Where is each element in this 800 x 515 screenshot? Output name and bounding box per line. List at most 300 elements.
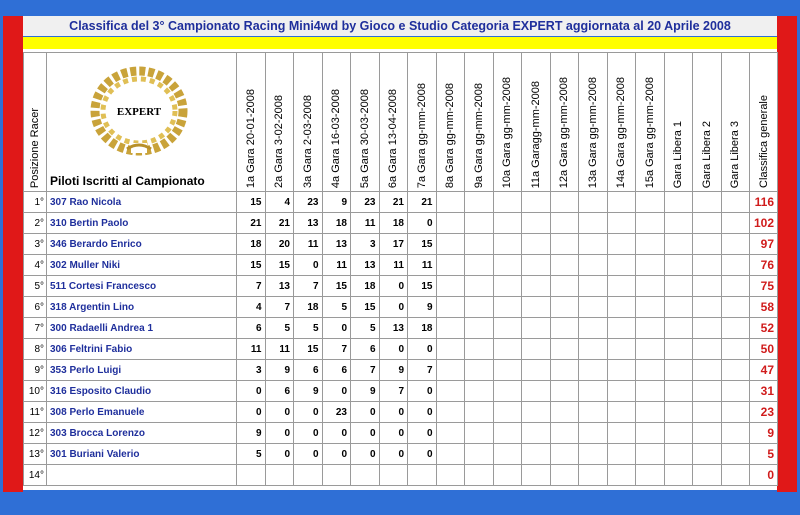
score-cell: 0 (379, 297, 408, 318)
score-cell (664, 423, 693, 444)
score-cell (522, 192, 551, 213)
table-row (24, 297, 778, 318)
header-race-4: 4a Gara 16-03-2008 (322, 53, 351, 192)
score-cell (693, 465, 722, 486)
score-cell (607, 423, 636, 444)
score-cell: 13 (322, 234, 351, 255)
score-cell (607, 297, 636, 318)
score-cell (664, 465, 693, 486)
score-cell (664, 402, 693, 423)
score-cell (721, 192, 750, 213)
score-cell: 0 (379, 402, 408, 423)
total-cell: 5 (750, 444, 778, 465)
score-cell (550, 234, 579, 255)
score-cell: 5 (322, 297, 351, 318)
score-cell: 7 (265, 297, 294, 318)
score-cell: 6 (265, 381, 294, 402)
table-row (24, 213, 778, 234)
score-cell: 21 (408, 192, 437, 213)
laurel-wreath-logo (87, 61, 191, 157)
score-cell (465, 339, 494, 360)
score-cell (550, 465, 579, 486)
score-cell (465, 423, 494, 444)
score-cell (493, 297, 522, 318)
score-cell (636, 318, 665, 339)
score-cell (522, 444, 551, 465)
score-cell (579, 381, 608, 402)
score-cell: 0 (322, 423, 351, 444)
score-cell: 0 (237, 402, 266, 423)
total-cell: 31 (750, 381, 778, 402)
score-cell (493, 465, 522, 486)
score-cell (664, 381, 693, 402)
score-cell (693, 276, 722, 297)
score-cell (550, 402, 579, 423)
score-cell: 0 (351, 423, 380, 444)
score-cell (265, 465, 294, 486)
score-cell (579, 297, 608, 318)
score-cell: 13 (379, 318, 408, 339)
total-cell: 102 (750, 213, 778, 234)
score-cell (522, 234, 551, 255)
score-cell (493, 402, 522, 423)
header-race-13: 13a Gara gg-mm-2008 (579, 53, 608, 192)
score-cell: 18 (294, 297, 323, 318)
score-cell: 7 (408, 360, 437, 381)
score-cell: 11 (379, 255, 408, 276)
score-cell: 4 (237, 297, 266, 318)
score-cell (664, 318, 693, 339)
score-cell (550, 318, 579, 339)
score-cell (493, 234, 522, 255)
score-cell (294, 465, 323, 486)
score-cell: 9 (237, 423, 266, 444)
score-cell: 0 (408, 402, 437, 423)
position-cell: 4° (24, 255, 47, 276)
score-cell: 0 (408, 423, 437, 444)
score-cell: 0 (379, 423, 408, 444)
score-cell (465, 402, 494, 423)
score-cell: 6 (294, 360, 323, 381)
score-cell: 0 (322, 444, 351, 465)
score-cell: 7 (322, 339, 351, 360)
pilot-name-cell: 318 Argentin Lino (47, 297, 237, 318)
position-cell: 9° (24, 360, 47, 381)
score-cell: 17 (379, 234, 408, 255)
score-cell (436, 444, 465, 465)
score-cell (693, 339, 722, 360)
score-cell (693, 444, 722, 465)
score-cell: 7 (237, 276, 266, 297)
score-cell (237, 465, 266, 486)
score-cell (721, 255, 750, 276)
score-cell (465, 192, 494, 213)
bottom-blue-band (0, 492, 800, 515)
header-race-9: 9a Gara gg-mm-2008 (465, 53, 494, 192)
standings-body (24, 192, 778, 486)
score-cell (636, 465, 665, 486)
score-cell (721, 297, 750, 318)
score-cell: 0 (322, 381, 351, 402)
score-cell (522, 339, 551, 360)
table-row (24, 255, 778, 276)
score-cell (493, 444, 522, 465)
header-pilots (47, 53, 237, 192)
score-cell (493, 276, 522, 297)
score-cell: 15 (351, 297, 380, 318)
score-cell (493, 381, 522, 402)
score-cell (664, 213, 693, 234)
score-cell (664, 276, 693, 297)
score-cell (522, 297, 551, 318)
pilot-name-cell (47, 465, 237, 486)
score-cell: 0 (294, 423, 323, 444)
score-cell (664, 255, 693, 276)
score-cell (522, 213, 551, 234)
score-cell: 15 (408, 276, 437, 297)
pilot-name-cell: 310 Bertin Paolo (47, 213, 237, 234)
score-cell (436, 402, 465, 423)
score-cell (664, 339, 693, 360)
score-cell (721, 213, 750, 234)
score-cell (379, 465, 408, 486)
score-cell (607, 360, 636, 381)
score-cell (693, 297, 722, 318)
position-cell: 12° (24, 423, 47, 444)
score-cell (721, 318, 750, 339)
score-cell: 9 (322, 192, 351, 213)
score-cell (579, 192, 608, 213)
total-cell: 58 (750, 297, 778, 318)
pilot-name-cell: 511 Cortesi Francesco (47, 276, 237, 297)
score-cell (607, 192, 636, 213)
score-cell: 0 (408, 213, 437, 234)
score-cell (607, 339, 636, 360)
position-cell: 5° (24, 276, 47, 297)
page-title: Classifica del 3° Campionato Racing Mini4wd by Gioco e Studio Categoria EXPERT aggiornata al 20 Aprile 2008 (23, 16, 777, 36)
score-cell (436, 234, 465, 255)
total-cell: 50 (750, 339, 778, 360)
score-cell: 0 (379, 339, 408, 360)
total-cell: 0 (750, 465, 778, 486)
score-cell (636, 234, 665, 255)
score-cell (579, 276, 608, 297)
position-cell: 3° (24, 234, 47, 255)
total-cell: 47 (750, 360, 778, 381)
header-race-2: 2a Gara 3-02-2008 (265, 53, 294, 192)
score-cell (351, 465, 380, 486)
pilots-label: Piloti Iscritti al Campionato (50, 174, 205, 188)
score-cell (408, 465, 437, 486)
score-cell: 18 (408, 318, 437, 339)
pilot-name-cell: 306 Feltrini Fabio (47, 339, 237, 360)
score-cell (664, 192, 693, 213)
position-cell: 1° (24, 192, 47, 213)
score-cell: 11 (237, 339, 266, 360)
score-cell (664, 360, 693, 381)
table-row (24, 402, 778, 423)
score-cell (636, 402, 665, 423)
score-cell (693, 213, 722, 234)
score-cell (579, 423, 608, 444)
score-cell (636, 381, 665, 402)
logo-text: EXPERT (116, 106, 162, 118)
position-cell: 6° (24, 297, 47, 318)
pilot-name-cell: 308 Perlo Emanuele (47, 402, 237, 423)
score-cell (550, 423, 579, 444)
score-cell: 0 (379, 444, 408, 465)
header-race-18: Gara Libera 3 (721, 53, 750, 192)
position-cell: 2° (24, 213, 47, 234)
score-cell (550, 276, 579, 297)
score-cell: 23 (294, 192, 323, 213)
score-cell (465, 276, 494, 297)
score-cell: 15 (237, 255, 266, 276)
score-cell (436, 255, 465, 276)
score-cell (607, 402, 636, 423)
score-cell: 20 (265, 234, 294, 255)
score-cell (636, 360, 665, 381)
score-cell (493, 255, 522, 276)
score-cell: 7 (294, 276, 323, 297)
position-cell: 7° (24, 318, 47, 339)
score-cell: 13 (351, 255, 380, 276)
score-cell (493, 318, 522, 339)
score-cell (465, 381, 494, 402)
score-cell (465, 360, 494, 381)
pilot-name-cell: 316 Esposito Claudio (47, 381, 237, 402)
score-cell (636, 255, 665, 276)
score-cell: 11 (408, 255, 437, 276)
score-cell: 9 (294, 381, 323, 402)
score-cell (550, 339, 579, 360)
score-cell (436, 465, 465, 486)
score-cell (636, 297, 665, 318)
score-cell: 13 (265, 276, 294, 297)
header-race-12: 12a Gara gg-mm-2008 (550, 53, 579, 192)
score-cell (436, 276, 465, 297)
score-cell: 0 (379, 276, 408, 297)
position-cell: 11° (24, 402, 47, 423)
score-cell (436, 360, 465, 381)
score-cell: 18 (379, 213, 408, 234)
score-cell: 15 (265, 255, 294, 276)
score-cell (607, 444, 636, 465)
table-row (24, 465, 778, 486)
table-row (24, 339, 778, 360)
score-cell: 0 (294, 444, 323, 465)
score-cell (550, 381, 579, 402)
score-cell: 23 (351, 192, 380, 213)
standings-table (23, 52, 778, 486)
score-cell (579, 465, 608, 486)
score-cell: 4 (265, 192, 294, 213)
score-cell: 0 (351, 444, 380, 465)
table-row (24, 381, 778, 402)
header-race-1: 1a Gara 20-01-2008 (237, 53, 266, 192)
score-cell: 15 (294, 339, 323, 360)
score-cell (636, 276, 665, 297)
score-cell: 0 (265, 423, 294, 444)
score-cell (664, 297, 693, 318)
header-total: Classifica generale (750, 53, 778, 192)
score-cell (721, 276, 750, 297)
score-cell: 9 (379, 360, 408, 381)
header-race-6: 6a Gara 13-04-2008 (379, 53, 408, 192)
score-cell (436, 213, 465, 234)
total-cell: 116 (750, 192, 778, 213)
left-red-bar (3, 16, 23, 496)
score-cell (493, 360, 522, 381)
score-cell: 0 (408, 444, 437, 465)
score-cell (522, 276, 551, 297)
total-cell: 75 (750, 276, 778, 297)
score-cell: 18 (322, 213, 351, 234)
header-race-7: 7a Gara gg-mm-2008 (408, 53, 437, 192)
score-cell (579, 213, 608, 234)
score-cell: 18 (237, 234, 266, 255)
score-cell (465, 318, 494, 339)
score-cell (693, 192, 722, 213)
score-cell (579, 255, 608, 276)
score-cell (522, 255, 551, 276)
score-cell: 0 (237, 381, 266, 402)
score-cell (550, 297, 579, 318)
score-cell: 9 (408, 297, 437, 318)
score-cell: 13 (294, 213, 323, 234)
score-cell (721, 423, 750, 444)
pilot-name-cell: 353 Perlo Luigi (47, 360, 237, 381)
score-cell: 5 (294, 318, 323, 339)
score-cell: 0 (408, 381, 437, 402)
header-race-8: 8a Gara gg-mm-2008 (436, 53, 465, 192)
right-red-bar (777, 16, 797, 496)
total-cell: 9 (750, 423, 778, 444)
score-cell: 0 (322, 318, 351, 339)
table-row (24, 318, 778, 339)
score-cell (436, 339, 465, 360)
score-cell (522, 318, 551, 339)
score-cell: 5 (237, 444, 266, 465)
score-cell (550, 192, 579, 213)
score-cell (579, 360, 608, 381)
score-cell (493, 213, 522, 234)
score-cell (436, 318, 465, 339)
position-cell: 10° (24, 381, 47, 402)
pilot-name-cell: 346 Berardo Enrico (47, 234, 237, 255)
score-cell: 11 (351, 213, 380, 234)
score-cell (436, 297, 465, 318)
score-cell (522, 465, 551, 486)
score-cell (607, 276, 636, 297)
pilot-name-cell: 300 Radaelli Andrea 1 (47, 318, 237, 339)
pilot-name-cell: 302 Muller Niki (47, 255, 237, 276)
header-race-3: 3a Gara 2-03-2008 (294, 53, 323, 192)
header-race-15: 15a Gara gg-mm-2008 (636, 53, 665, 192)
score-cell (465, 297, 494, 318)
score-cell: 21 (237, 213, 266, 234)
header-race-10: 10a Gara gg-mm-2008 (493, 53, 522, 192)
score-cell (607, 318, 636, 339)
score-cell (550, 213, 579, 234)
score-cell: 3 (351, 234, 380, 255)
score-cell (493, 423, 522, 444)
score-cell: 5 (265, 318, 294, 339)
table-row (24, 444, 778, 465)
score-cell (550, 444, 579, 465)
score-cell (664, 444, 693, 465)
score-cell: 21 (379, 192, 408, 213)
score-cell (465, 234, 494, 255)
score-cell: 0 (408, 339, 437, 360)
pilot-name-cell: 301 Buriani Valerio (47, 444, 237, 465)
table-row (24, 192, 778, 213)
table-row (24, 234, 778, 255)
score-cell: 0 (351, 402, 380, 423)
score-cell (721, 339, 750, 360)
score-cell: 3 (237, 360, 266, 381)
score-cell: 6 (351, 339, 380, 360)
position-cell: 14° (24, 465, 47, 486)
score-cell (721, 360, 750, 381)
table-row (24, 423, 778, 444)
score-cell (579, 318, 608, 339)
score-cell (465, 465, 494, 486)
score-cell (579, 234, 608, 255)
pilot-name-cell: 307 Rao Nicola (47, 192, 237, 213)
score-cell (721, 381, 750, 402)
total-cell: 23 (750, 402, 778, 423)
score-cell (607, 255, 636, 276)
score-cell (436, 381, 465, 402)
score-cell (636, 213, 665, 234)
score-cell: 18 (351, 276, 380, 297)
score-cell (693, 360, 722, 381)
score-cell: 6 (237, 318, 266, 339)
score-cell (465, 444, 494, 465)
score-cell: 6 (322, 360, 351, 381)
score-cell: 9 (265, 360, 294, 381)
score-cell (522, 381, 551, 402)
score-cell: 23 (322, 402, 351, 423)
score-cell (607, 381, 636, 402)
score-cell (721, 444, 750, 465)
yellow-band (23, 37, 777, 49)
score-cell (636, 444, 665, 465)
position-cell: 13° (24, 444, 47, 465)
score-cell: 7 (379, 381, 408, 402)
header-race-5: 5a Gara 30-03-2008 (351, 53, 380, 192)
total-cell: 52 (750, 318, 778, 339)
score-cell (465, 255, 494, 276)
header-race-17: Gara Libera 2 (693, 53, 722, 192)
table-row (24, 276, 778, 297)
score-cell (721, 402, 750, 423)
score-cell (493, 192, 522, 213)
score-cell (636, 423, 665, 444)
score-cell (693, 423, 722, 444)
score-cell (522, 423, 551, 444)
score-cell (579, 339, 608, 360)
score-cell (721, 234, 750, 255)
score-cell (636, 339, 665, 360)
score-cell (693, 318, 722, 339)
table-row (24, 360, 778, 381)
score-cell: 11 (322, 255, 351, 276)
score-cell: 15 (408, 234, 437, 255)
score-cell (721, 465, 750, 486)
header-race-11: 11a Garagg-mm-2008 (522, 53, 551, 192)
